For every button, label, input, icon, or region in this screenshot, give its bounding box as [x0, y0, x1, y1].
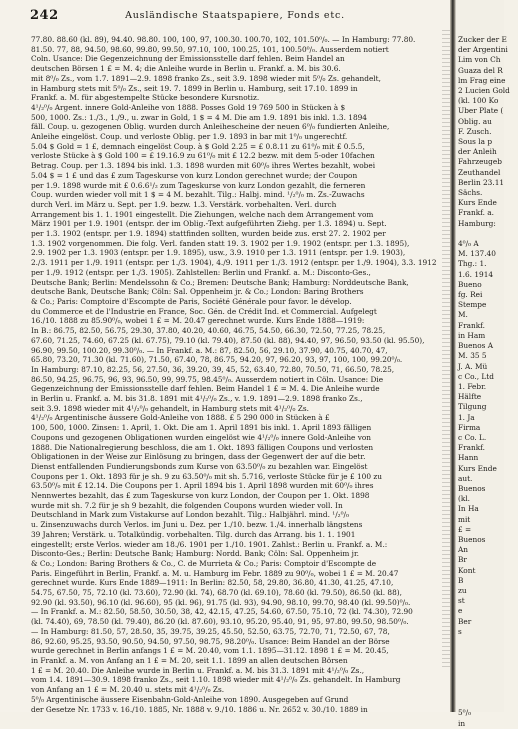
body-line: 1.3. 1902 vorgenommen. Die folg. Verl. fanden statt 19. 3. 1902 per 1.9. 1902 (entspr. per 1.3. 1895), [31, 238, 410, 248]
body-line: Deutsche Bank; Berlin: Mendelssohn & Co.; Bremen: Deutsche Bank; Hamburg: Norddeutsche Bank, [31, 277, 409, 287]
body-line: Coln. Usance: Die Gegenzeichnung der Emissionsstelle darf fehlen. Beim Handel an [31, 54, 345, 64]
right-page-line: Fahrzeugeb [458, 157, 502, 167]
right-page-line: Hann [458, 453, 479, 463]
body-line: u. Zinsenzuwachs durch Verlos. im Juni u. Dez. per 1./10. bezw. 1./4. innerhalb längstens [31, 520, 363, 530]
right-page-line: M. 35 5 [458, 351, 487, 361]
body-line: 16./10. 1888 zu 85.90⁰/₀, wobei 1 £ = M. 20.47 gerechnet wurde. Kurs Ende 1888—1919: [31, 316, 365, 326]
right-page-line: B [458, 575, 464, 585]
body-line: Deutschland in Mark zum Vistakurse auf London bezahlt. Tilg.: Halbjährl. mind. ¹/₂⁰/₀ [31, 510, 349, 520]
right-page-line: (kl. [458, 494, 470, 504]
right-page-line [458, 678, 518, 688]
right-page-line: F. Zusch. [458, 126, 492, 136]
section-heading-line: 4¹/₂⁰/₀ Argentinische äussere Gold-Anleihe von 1888. £ 5 290 000 in Stücken à £ [31, 413, 330, 423]
body-line: 2.9. 1902 per 1.3. 1903 (entspr. per 1.9. 1895), usw., 3.9. 1910 per 1.3. 1911 (entspr. per 1.9. 1903), [31, 248, 406, 258]
right-page-text [458, 35, 518, 729]
body-line: 5⁰/₀ Argentinische äussere Eisenbahn-Gold-Anleihe von 1890. Ausgegeben auf Grund [31, 694, 349, 704]
body-line: In B.: 86.75, 82.50, 56.75, 29.30, 37.80, 40.20, 40.60, 46.75, 54.50, 66.30, 72.50, 77.25, 78.25, [31, 326, 386, 336]
right-page-line: zu [458, 585, 467, 595]
right-page-line [458, 698, 518, 708]
right-page-line: Thg.: 1. [458, 259, 487, 269]
body-line: 500, 1000. Zs.: 1./3., 1./9., u. zwar in Gold, 1 $ = 4 M. Die am 1.9. 1891 bis inkl. 1.3. 1894 [31, 112, 367, 122]
right-page-line: st [458, 596, 465, 606]
right-page-line: 1. Febr. [458, 381, 487, 391]
page-header [30, 8, 440, 26]
body-line: wurde gerechnet in Berlin anfangs 1 £ = M. 20.40, vom 1.1. 1895—31.12. 1898 1 £ = M. 20.45, [31, 646, 389, 656]
body-line: — In Frankf. a. M.: 82.50, 58.50, 30.50, 38, 42, 42.15, 47.25, 54.60, 67.50, 75.10, 72 (kl. 74.30), 72.90 [31, 607, 413, 617]
body-line: Frankf. a. M. für abgestempelte Stücke besondere Kursnotiz. [31, 93, 260, 103]
right-page-line: 1. Ja [458, 412, 475, 422]
body-line: 65.80, 73.20, 71.30 (kl. 71.60), 71.50, 67.40, 78, 86.75, 94.20, 97, 96.20, 93, 97, 100, 100, 99.20⁰/₀. [31, 355, 403, 365]
body-line: 54.75, 67.50, 75, 72.10 (kl. 73.60), 72.90 (kl. 74), 68.70 (kl. 69.10), 78.60 (kl. 79.50), 86.50 (kl. 88), [31, 588, 402, 598]
right-page-line: Sächs. [458, 188, 483, 198]
right-page-line: aut. [458, 473, 473, 483]
body-line: fäll. Coup. u. gezogenen Oblig. wurden durch Anleihescheine der neuen 6⁰/₀ fundierten Anleihe, [31, 122, 390, 132]
body-line: 81.50. 77, 88, 94.50, 98.60, 99.80, 99.50, 97.10, 100, 100.25, 101, 100.50⁰/₀. Ausserdem notiert [31, 44, 389, 54]
right-page-line [458, 637, 518, 647]
body-line: Coup. wurden wieder voll mit 1 $ = 4 M. bezahlt. Tilg.: Halbj. mind. ¹/₂⁰/₀ m. Zs.-Zuwachs [31, 190, 365, 200]
body-line: 2./3. 1911 per 1./9. 1911 (entspr. per 1./3. 1904), 4./9. 1911 per 1./3. 1912 (entspr. per 1./9. 1904), 3.3. 1912 [31, 258, 437, 268]
right-page-line: Kurs Ende [458, 463, 497, 473]
right-page-line: Kont [458, 565, 476, 575]
right-page-line: Zeuthandel [458, 167, 501, 177]
right-page-line: Sous la p [458, 137, 493, 147]
body-line: verloste Stücke à $ Gold 100 = £ 19.16.9 zu 61⁰/₀ mit £ 12.2 bezw. mit dem 5-oder 10fachen [31, 151, 375, 161]
right-page-line: Lim von Ch [458, 55, 501, 65]
right-page-line: Kurs Ende [458, 198, 497, 208]
right-page-line: Ber [458, 616, 472, 626]
right-page-line [458, 657, 518, 667]
body-line: Arrangement bis 1. 1. 1901 eingestellt. Die Ziehungen, welche nach dem Arrangement vom [31, 209, 374, 219]
body-line: (kl. 74.40), 69, 78.50 (kl. 79.40), 86.20 (kl. 87.60), 93.10, 95.20, 95.40, 91, 95, 97.80, 99.50, 98.50⁰/₀. [31, 617, 409, 627]
body-line: 77.80. 88.60 (kl. 89), 94.40. 98.80. 100, 100, 97, 100.30. 100.70, 102, 101.50⁰/₀. — In Hamburg: 77.80. [31, 35, 416, 44]
body-line: in Hamburg stets mit 5⁰/₀ Zs., seit 19. 7. 1899 in Berlin u. Hamburg, seit 17.10. 1899 in [31, 83, 358, 93]
body-line: per 1./9. 1912 (entspr. per 1./3. 1905). Zahlstellen: Berlin und Frankf. a. M.: Disconto-Ges., [31, 267, 371, 277]
right-page-line: Berlin 23.11 [458, 177, 505, 187]
body-line: 100, 500, 1000. Zinsen: 1. April, 1. Okt. Die am 1. April 1891 bis inkl. 1. April 1893 fälligen [31, 423, 372, 433]
right-page-line: lm Frag eine [458, 75, 506, 85]
body-line: vom 1.4. 1891—30.9. 1898 franko Zs., seit 1.10. 1898 wieder mit 4¹/₂⁰/₀ Zs. gehandelt. In Hamburg [31, 675, 401, 685]
right-page-line: Stempe [458, 300, 487, 310]
right-page-line: M. 137.40 [458, 249, 496, 259]
right-page-line: Buenos A [458, 341, 494, 351]
right-page-line: Bueno [458, 279, 482, 289]
right-page-line [458, 668, 518, 678]
body-line: 1888. Die Nationalregierung beschloss, die am 1. Okt. 1893 fälligen Coupons und verlosten [31, 442, 374, 452]
body-line: 63.50⁰/₀ mit £ 12.14. Die Coupons per 1. April 1894 bis 1. April 1898 wurden mit 60⁰/₀ ihres [31, 481, 374, 491]
running-title: Ausländische Staatspapiere, Fonds etc. [125, 10, 345, 21]
right-page-line: £ = [458, 524, 472, 534]
body-line: per 1.9. 1898 wurde mit £ 0.6.6¹/₂ zum Tageskurse von kurz London gezahlt, die ferneren [31, 180, 366, 190]
right-page-line: 5⁰/₀ [458, 708, 472, 718]
right-page-line: in Ham [458, 330, 486, 340]
section-heading-line: 4¹/₂⁰/₀ Argent. innere Gold-Anleihe von 1888. Posses Gold 19 769 500 in Stücken à $ [31, 102, 346, 112]
body-line: Dienst entfallenden Fundierungsbonds zum Kurse von 63.50⁰/₀ zu bezahlen war. Eingelöst [31, 461, 368, 471]
body-line: Coupons und gezogenen Obligationen wurden eingelöst wie 4¹/₂⁰/₀ innere Gold-Anleihe von [31, 432, 372, 442]
right-page-line: M. [458, 310, 468, 320]
right-page-line: In Ha [458, 504, 479, 514]
body-line: Disconto-Ges.; Berlin: Deutsche Bank; Hamburg: Nordd. Bank; Cöln: Sal. Oppenheim jr. [31, 549, 359, 559]
right-page-line: Hamburg: [458, 218, 496, 228]
body-line: In Hamburg: 87.10, 82.25, 56, 27.50, 36, 39.20, 39, 45, 52, 63.40, 72.80, 70.50, 71, 66.50, 78.25, [31, 364, 395, 374]
body-line: Gegenzeichnung der Emissionsstelle darf fehlen. Beim Handel 1 £ = M. 4. Die Anleihe wurde [31, 384, 380, 394]
body-line: mit 8⁰/₀ Zs., vom 1.7. 1891—2.9. 1898 franko Zs., seit 3.9. 1898 wieder mit 5⁰/₀ Zs. gehandelt, [31, 73, 381, 83]
body-line: durch Verl. im März u. Sept. per 1.9. bezw. 1.3. Verstärk. vorbehalten. Verl. durch [31, 199, 337, 209]
right-page-line: c Co. L. [458, 432, 487, 442]
body-line: von Anfang an 1 £ = M. 20.40 u. stets mit 4¹/₂⁰/₀ Zs. [31, 685, 225, 695]
body-line: Betrag. Coup. per 1.3. 1894 bis inkl. 1.3. 1898 wurden mit 60⁰/₀ ihres Wertes bezahlt, wobei [31, 161, 376, 171]
body-line: 67.60, 71.25, 74.60, 67.25 (kl. 67.75), 79.10 (kl. 79.40), 87.50 (kl. 88), 94.40, 97, 96.50, 93.50 (kl. 95.50), [31, 335, 425, 345]
right-page-line: Guaza del R [458, 65, 503, 75]
body-line: 5.04 $ = 1 £ und das £ zum Tageskurse von kurz London gerechnet wurde; der Coupon [31, 170, 358, 180]
body-line: Obligationen in der Weise zur Einlösung zu bringen, dass der Gegenwert der auf die betr. [31, 452, 366, 462]
right-page-line [458, 647, 518, 657]
body-line: Coupons per 1. Okt. 1893 für je sh. 9 zu 63.50⁰/₀ mit sh. 5.716, verloste Stücke für je £ 100 zu [31, 471, 382, 481]
right-page-line: c Co., Ltd [458, 371, 494, 381]
body-line: & Co.; London: Baring Brothers & Co., C. de Murrieta & Co.; Paris: Comptoir d'Escompte de [31, 558, 377, 568]
page-number: 242 [30, 8, 59, 23]
body-line: 1 £ = M. 20.40. Die Anleihe wurde in Berlin u. Frankf. a. M. bis 31.3. 1891 mit 4¹/₂⁰/₀ Zs., [31, 665, 365, 675]
right-page-line: Buenos [458, 534, 486, 544]
body-line: gerechnet wurde. Kurs Ende 1889—1911: In Berlin: 82.50, 58, 29.80, 36.80, 41.30, 41.25, 47.10, [31, 578, 394, 588]
right-page-line: Frankf. [458, 320, 485, 330]
right-page-line: der Argentini [458, 45, 508, 55]
right-page-line: 2 Lucien Gold [458, 86, 510, 96]
right-page-line: (kl. 100 Ko [458, 96, 499, 106]
body-line: deutsche Bank, Deutsche Bank; Cöln: Sal. Oppenheim jr. & Co.; London: Baring Brothers [31, 287, 364, 297]
body-line: 39 Jahren; Verstärk. u. Totalkündig. vorbehalten. Tilg. durch das Arrang. bis 1. 1. 1901 [31, 529, 356, 539]
right-page-line [458, 229, 518, 239]
body-line: 92.90 (kl. 93.50), 96.10 (kl. 96.60), 95 (kl. 96), 91.75 (kl. 93), 94.90, 98.10, 99.70, 98.40 (kl. 99.50)⁰/₀. [31, 597, 411, 607]
section-heading-line: der Gesetze Nr. 1733 v. 16./10. 1885, Nr. 1888 v. 9./10. 1886 u. Nr. 2652 v. 30./10. 1889 in [31, 704, 368, 714]
right-page-line: Oblig. au [458, 116, 492, 126]
body-line: Paris. Eingeführt in Berlin, Frankf. a. M. u. Hamburg im Febr. 1889 zu 90⁰/₀, wobei 1 £ = M. 20.47 [31, 568, 399, 578]
body-line: 5.04 $ Gold = 1 £, demnach eingelöst Coup. à $ Gold 2.25 = £ 0.8.11 zu 61⁰/₀ mit £ 0.5.5, [31, 141, 365, 151]
right-page-line: Hälfte [458, 392, 482, 402]
right-page-line: der Anleih [458, 147, 497, 157]
right-page-line: Frankf. a. [458, 208, 495, 218]
body-line: du Commerce et de l'Industrie en France, Soc. Gén. de Crédit Ind. et Commercial. Aufgelegt [31, 306, 377, 316]
right-page-line: Tilgung [458, 402, 487, 412]
body-text [31, 35, 443, 714]
body-line: seit 3.9. 1898 wieder mit 4¹/₂⁰/₀ gehandelt, in Hamburg stets mit 4¹/₂⁰/₀ Zs. [31, 403, 310, 413]
body-line: wurde mit sh. 7.2 für je sh 9 bezahlt, die folgenden Coupons wurden wieder voll. In [31, 500, 343, 510]
right-page-line: Br [458, 555, 467, 565]
body-line: 96.90, 99.50, 100.20, 99.30⁰/₀. — In Frankf. a. M.: 87, 82.50, 56, 29.10, 37.90, 40.75, 40.70, 47, [31, 345, 388, 355]
body-line: 86, 92.60, 95.25, 93.50, 90.50, 94.50, 97.50, 98.75, 98.20⁰/₀. Usance: Beim Handel an der Börse [31, 636, 390, 646]
right-page-line: 4⁰/₀ A [458, 239, 479, 249]
right-page-line: 1.6. 1914 [458, 269, 494, 279]
right-page-edge [456, 0, 510, 728]
body-line: Nennwertes bezahlt, das £ zum Tageskurse von kurz London, der Coupon per 1. Okt. 1898 [31, 491, 370, 501]
page-edge-shadow [442, 30, 450, 670]
right-page-line: Firma [458, 422, 481, 432]
body-line: März 1901 per 1.9. 1901 (entspr. der im Oblig.-Text aufgeführten Ziehg. per 1.3. 1894) u. Sept. [31, 219, 387, 229]
right-page-line [458, 688, 518, 698]
body-line: deutschen Börsen 1 £ = M. 4; die Anleihe wurde in Berlin u. Frankf. a. M. bis 30.6. [31, 64, 341, 74]
right-page-line: mit [458, 514, 471, 524]
body-line: eingestellt; erste Verlos. wieder am 18./6. 1901 per 1./10. 1901. Zahlst.: Berlin u. Frankf. a. M.: [31, 539, 388, 549]
body-line: & Co.; Paris: Comptoire d'Escompte de Paris, Société Générale pour favor. le dévelop. [31, 296, 352, 306]
right-page-line: fg. Rei [458, 290, 483, 300]
right-page-line: An [458, 545, 469, 555]
right-page-line: e [458, 606, 463, 616]
right-page-line: Buenos [458, 483, 486, 493]
right-page-line: Frankf. [458, 443, 485, 453]
right-page-line: J. A. Mü [458, 361, 488, 371]
right-page-line: Uber Plate ( [458, 106, 504, 116]
body-line: in Berlin u. Frankf. a. M. bis 31.8. 1891 mit 4¹/₂⁰/₀ Zs., v. 1.9. 1891—2.9. 1898 franko Zs., [31, 394, 363, 404]
right-page-line: in [458, 718, 466, 728]
body-line: 86.50, 94.25, 96.75, 96, 93, 96.50, 99, 99.75, 98.45⁰/₀. Ausserdem notiert in Cöln. Usance: Die [31, 374, 384, 384]
body-line: Anleihe eingelöst. Coup. und verloste Oblig. per 1.9. 1893 in bar mit 1⁰/₀ ungerechtf. [31, 132, 348, 142]
body-line: in Frankf. a. M. von Anfang an 1 £ = M. 20, seit 1.1. 1899 an allen deutschen Börsen [31, 656, 348, 665]
right-page-line: s [458, 626, 462, 636]
right-page-line: Zucker der E [458, 35, 507, 44]
body-line: per 1.3. 1902 (entspr. per 1.9. 1894) stattfinden sollten, wurden beide zus. erst 27. 2. 1902 per [31, 229, 386, 239]
body-line: — In Hamburg: 81.50, 57, 28.50, 35, 39.75, 39.25, 45.50, 52.50, 63.75, 72.70, 71, 72.50, 67, 78, [31, 626, 390, 636]
